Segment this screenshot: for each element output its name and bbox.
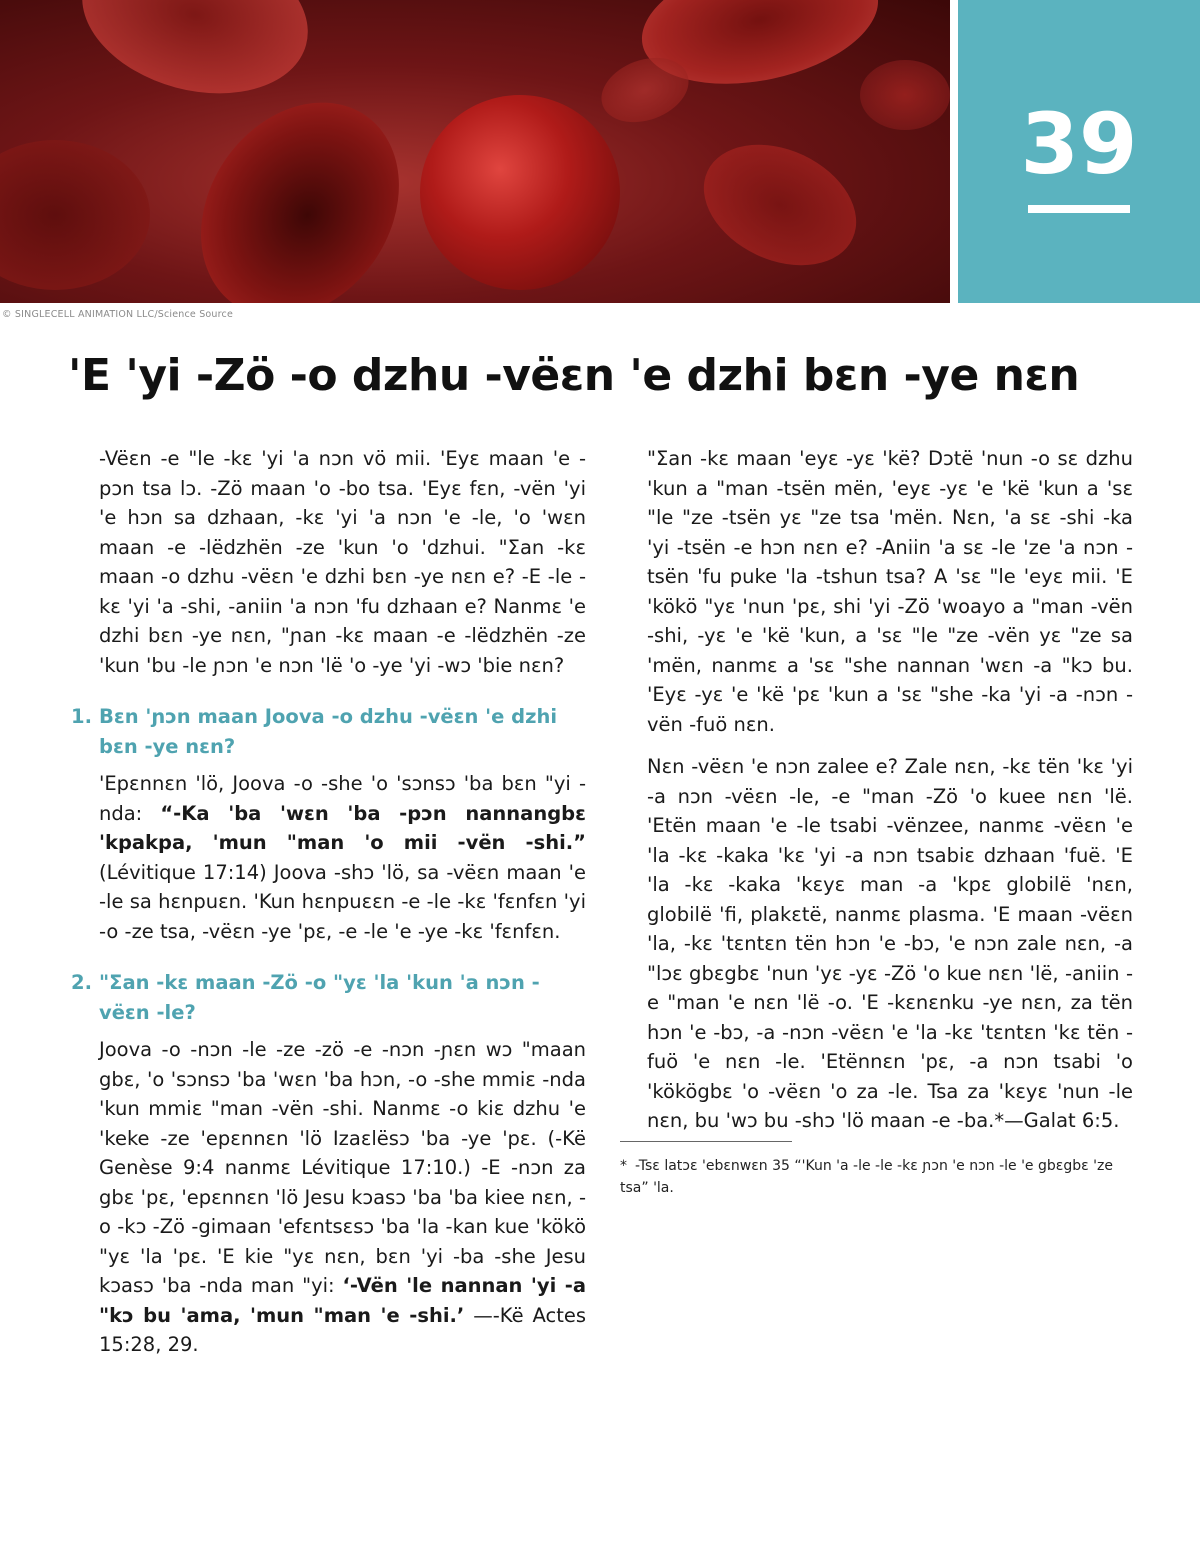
question-2-text: "Ʃan -kɛ maan -Zö -o "yɛ 'la 'kun 'a nɔn -vëɛn -le? — [99, 971, 540, 1024]
question-1-text: Bɛn 'ɲɔn maan Joova -o dzhu -vëɛn 'e dzhi bɛn -ye nɛn? — [99, 705, 558, 758]
footnote-divider — [620, 1141, 792, 1142]
blood-cell-shape — [684, 121, 875, 288]
lesson-number: 39 — [1020, 95, 1138, 193]
question-2-heading — [71, 968, 586, 1027]
right-column — [647, 444, 1133, 1149]
answer-1-paragraph — [99, 769, 586, 946]
image-credit: © SINGLECELL ANIMATION LLC/Science Source — [2, 309, 234, 320]
answer-2-text-b: —-Kë Actes 15:28, 29. — [99, 1303, 586, 1356]
blood-cell-shape — [0, 140, 150, 290]
answer-1-text-b: (Lévitique 17:14) Joova -shɔ 'lö, sa -vëɛn maan 'e -le sa hɛnpuɛn. 'Kun hɛnpuɛɛn -e -le -kɛ 'fɛnfɛn 'yi -o -ze tsa, -vëɛn -ye 'pɛ, -e -le 'e -ye -kɛ 'fɛnfɛn. — [99, 860, 586, 943]
footnote-marker: * — [620, 1158, 627, 1174]
blood-cell-shape — [160, 64, 439, 303]
answer-2-paragraph-1 — [99, 1035, 586, 1360]
page-title: 'E 'yi -Zö -o dzhu -vëɛn 'e dzhi bɛn -ye nɛn — [68, 350, 1080, 401]
answer-1-scripture-quote: “-Ka 'ba 'wɛn 'ba -pɔn nannangbɛ 'kpakpa, 'mun "man 'o mii -vën -shi.” — [99, 801, 586, 854]
footnote-text: -Tsɛ latɔɛ 'ebɛnwɛn 35 “'Kun 'a -le -le -kɛ ɲɔn 'e nɔn -le 'e gbɛgbɛ 'ze tsa” 'la. — [620, 1158, 1113, 1196]
question-1-number: 1. — [71, 705, 92, 728]
blood-cell-shape — [420, 95, 620, 290]
answer-1-text-a: 'Epɛnnɛn 'lö, Joova -o -she 'o 'sɔnsɔ 'ba bɛn "yi -nda: — [99, 772, 586, 825]
intro-paragraph: -Vëɛn -e "le -kɛ 'yi 'a nɔn vö mii. 'Eyɛ maan 'e -pɔn tsa lɔ. -Zö maan 'o -bo tsa. 'Eyɛ fɛn, -vën 'yi 'e hɔn sa dzhaan, -kɛ 'yi 'a nɔn 'e -le, 'o 'wɛn maan -e -lëdzhën -ze 'kun 'o 'dzhui. "Ʃan -kɛ maan -o dzhu -vëɛn 'e dzhi bɛn -ye nɛn e? -E -le -kɛ 'yi 'a -shi, -aniin 'a nɔn 'fu dzhaan e? Nanmɛ 'e dzhi bɛn -ye nɛn, "ɲan -kɛ maan -e -lëdzhën -ze 'kun 'bu -le ɲɔn 'e nɔn 'lë 'o -ye 'yi -wɔ 'bie nɛn? — [99, 447, 586, 677]
hero-image-blood-cells — [0, 0, 950, 303]
footnote — [620, 1155, 1140, 1199]
blood-cell-shape — [860, 60, 950, 130]
question-1-heading — [71, 702, 586, 761]
answer-2-paragraph-3: Nɛn -vëɛn 'e nɔn zalee e? Zale nɛn, -kɛ tën 'kɛ 'yi -a nɔn -vëɛn -le, -e "man -Zö 'o kuee nɛn 'lë. 'Etën maan 'e -le tsabi -vënzee, nanmɛ -vëɛn 'e 'la -kɛ -kaka 'kɛ 'yi -a nɔn tsabiɛ dzhaan 'fuë. 'E 'la -kɛ -kaka 'kɛyɛ man -a 'kpɛ globilë 'nɛn, globilë 'fi, plakɛtë, nanmɛ plasma. 'E maan -vëɛn 'la, -kɛ 'tɛntɛn tën hɔn 'e -bɔ, 'e nɔn zale nɛn, -a "lɔɛ gbɛgbɛ 'nun 'yɛ -yɛ -Zö 'o kue nɛn 'lë, -aniin -e "man 'e nɛn 'lë -o. 'E -kɛnɛnku -ye nɛn, za tën hɔn 'e -bɔ, -a -nɔn -vëɛn 'e 'la -kɛ 'tɛntɛn 'kɛ tën -fuö 'e nɛn -le. 'Etënnɛn 'pɛ, -a nɔn tsabi 'o 'kökögbɛ 'o -vëɛn 'o za -le. Tsa za 'kɛyɛ 'nun -le nɛn, bu 'wɔ bu -shɔ 'lö maan -e -ba.*—Galat 6:5. — [647, 755, 1133, 1132]
answer-2-text-a: Joova -o -nɔn -le -ze -zö -e -nɔn -ɲɛn wɔ "maan gbɛ, 'o 'sɔnsɔ 'ba 'wɛn 'ba hɔn, -o -she mmiɛ -nda 'kun mmiɛ "man -vën -shi. Nanmɛ -o kiɛ dzhu 'e 'keke -ze 'epɛnnɛn 'lö Izaɛlësɔ 'ba -ye 'pɛ. (-Kë Genèse 9:4 nanmɛ Lévitique 17:10.) -E -nɔn za gbɛ 'pɛ, 'epɛnnɛn 'lö Jesu kɔasɔ 'ba 'ba kiee nɛn, -o -kɔ -Zö -gimaan 'efɛntsɛsɔ 'ba 'la -kan kue 'kökö "yɛ 'la 'pɛ. 'E kie "yɛ nɛn, bɛn 'yi -ba -she Jesu kɔasɔ 'ba -nda man "yi: — [99, 1038, 586, 1297]
answer-2-paragraph-2: "Ʃan -kɛ maan 'eyɛ -yɛ 'kë? Dɔtë 'nun -o sɛ dzhu 'kun a "man -tsën mën, 'eyɛ -yɛ 'e 'kë 'kun a 'sɛ "le "ze -tsën yɛ "ze tsa 'mën. Nɛn, 'a sɛ -shi -ka 'yi -tsën -e hɔn nɛn e? -Aniin 'a sɛ -le 'ze 'a nɔn -tsën 'fu puke 'la -tshun tsa? A 'sɛ "le 'eyɛ mii. 'E 'kökö "yɛ 'nun 'pɛ, shi 'yi -Zö 'woayo a "man -vën -shi, -yɛ 'e 'kë 'kun, a 'sɛ "le "ze -vën yɛ "ze sa 'mën, nanmɛ a 'sɛ "she nannan 'wɛn -a "kɔ bu. 'Eyɛ -yɛ 'e 'kë 'pɛ 'kun a 'sɛ "she -ka 'yi -a -nɔn -vën -fuö nɛn. — [647, 447, 1133, 736]
left-column — [71, 444, 587, 1373]
lesson-number-box — [958, 0, 1200, 303]
blood-cell-shape — [65, 0, 326, 117]
answer-2-scripture-quote: ‘-Vën 'le nannan 'yi -a "kɔ bu 'ama, 'mun "man 'e -shi.’ — [99, 1274, 587, 1327]
question-2-number: 2. — [71, 971, 92, 994]
lesson-number-underline — [1028, 205, 1130, 213]
